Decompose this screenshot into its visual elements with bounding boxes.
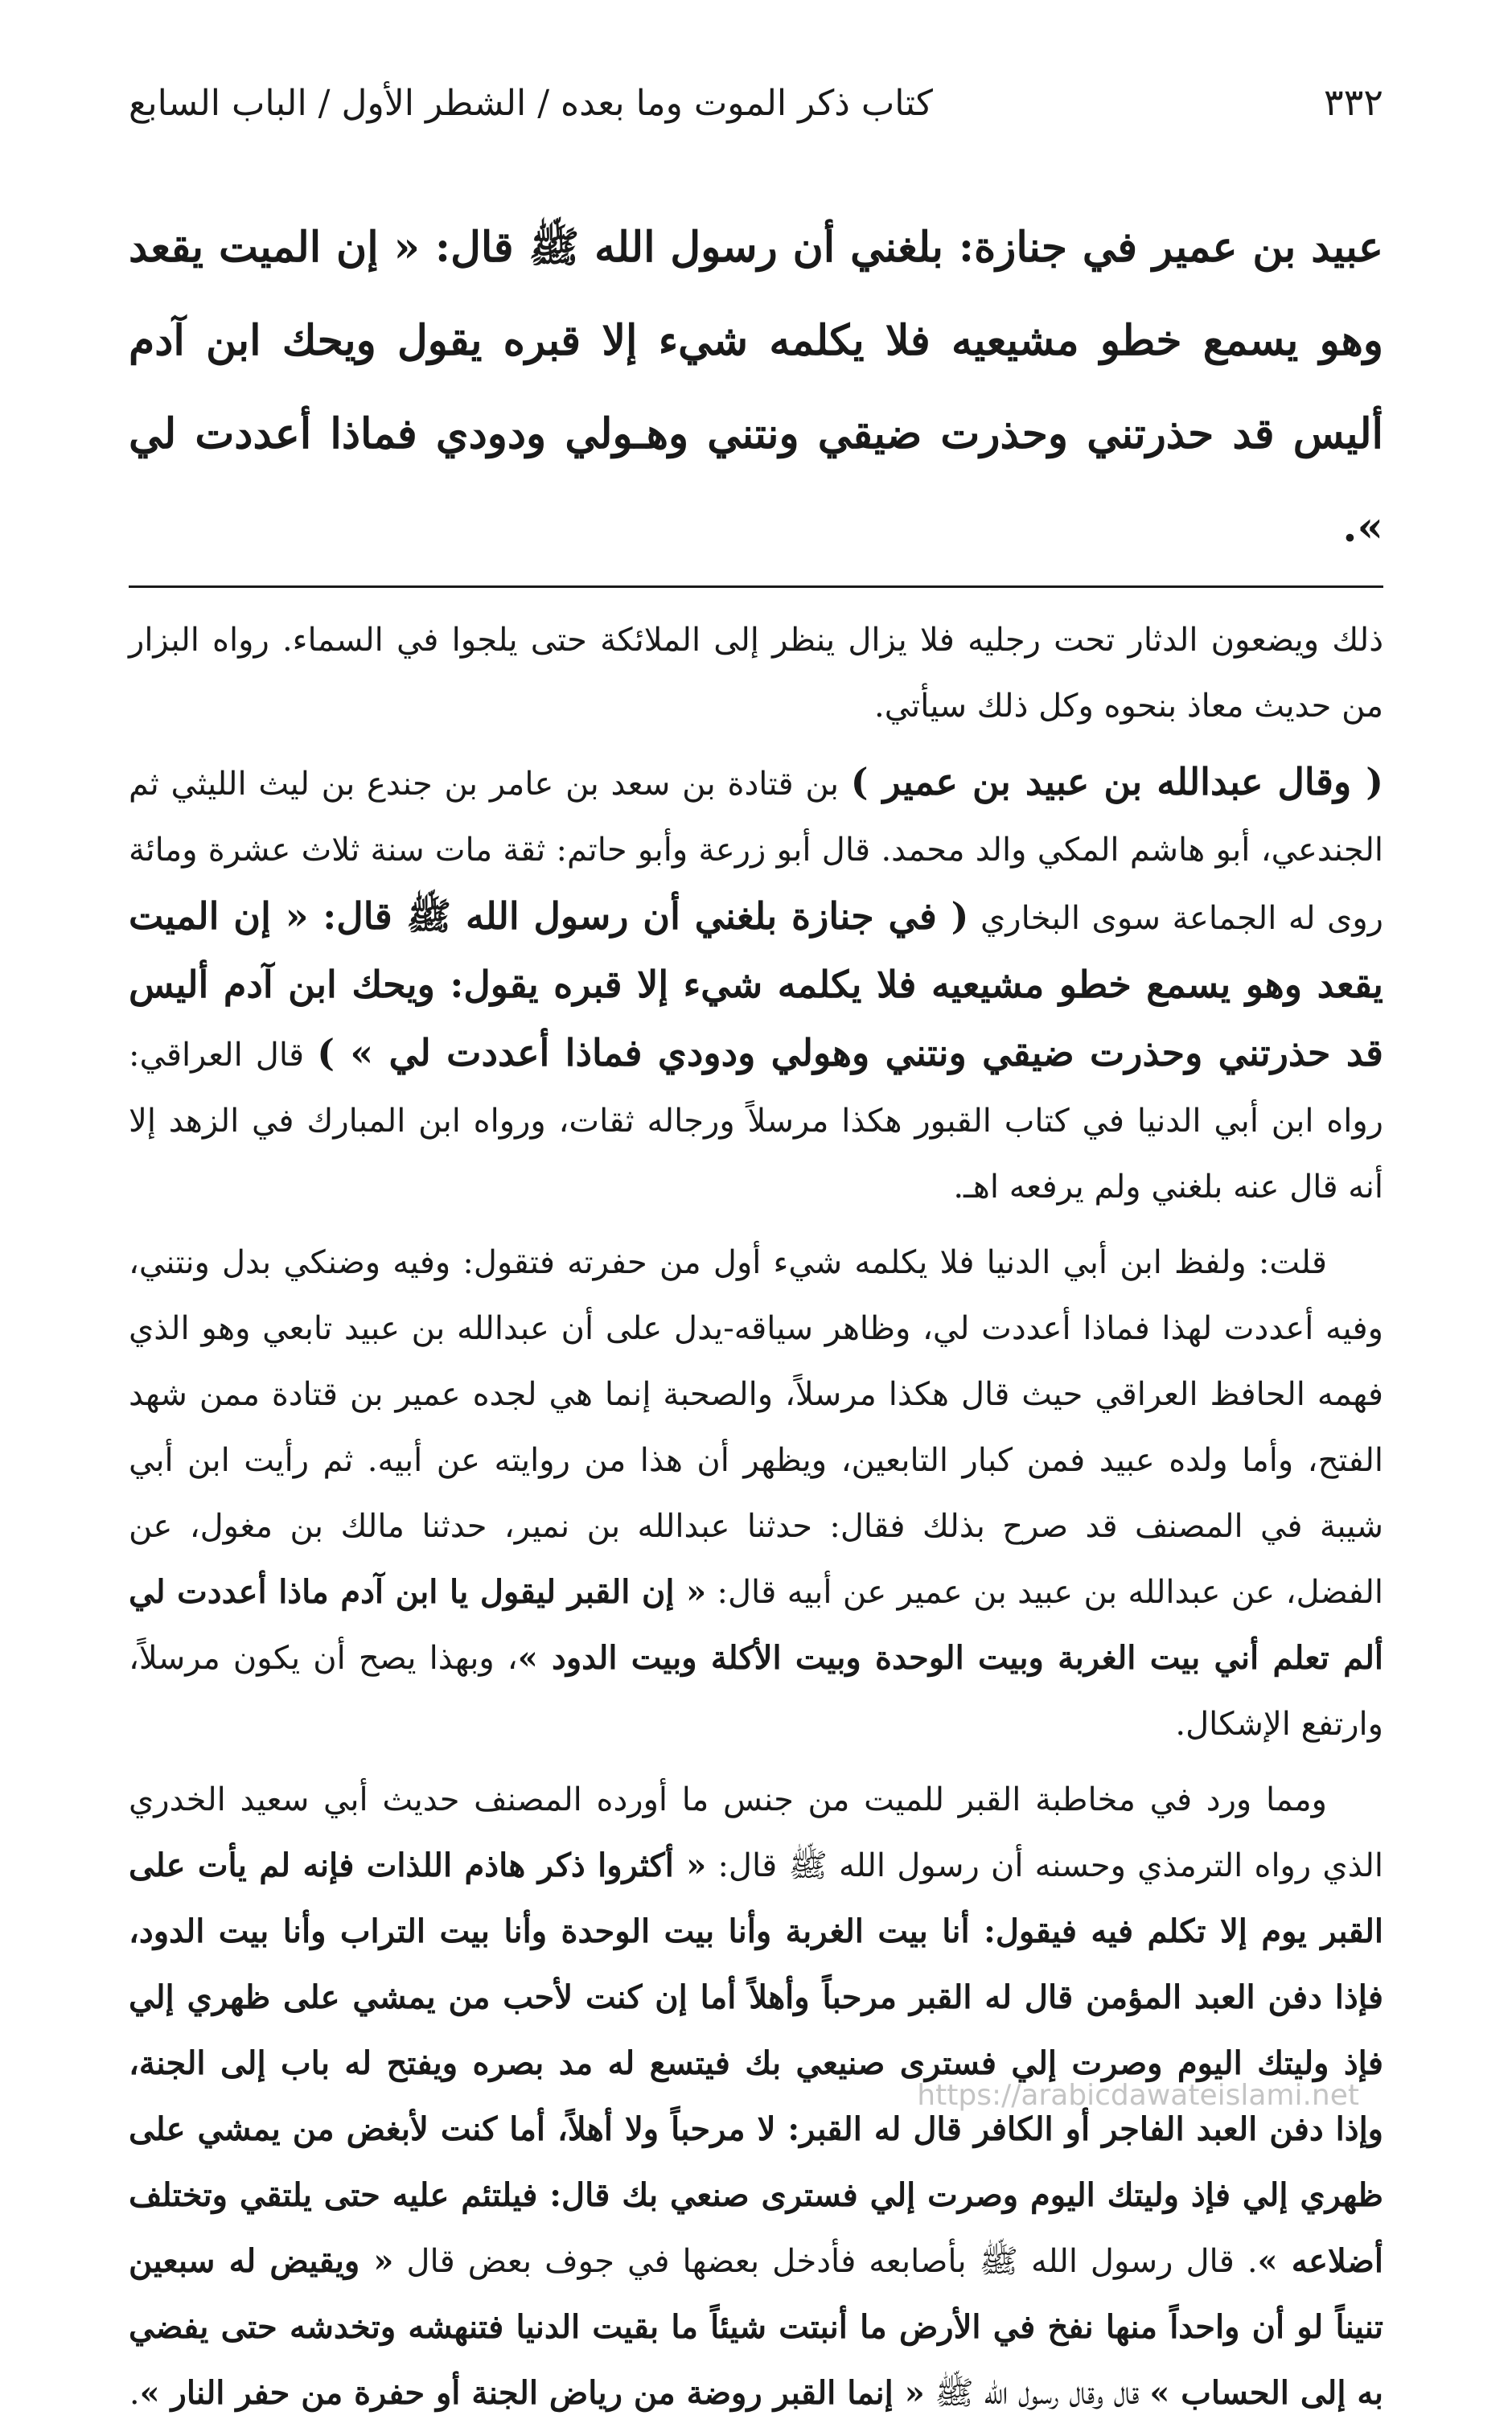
watermark-url: https://arabicdawateislami.net xyxy=(917,2079,1359,2112)
commentary xyxy=(129,607,1383,2426)
commentary-paragraph: ذلك ويضعون الدثار تحت رجليه فلا يزال ينظر إلى الملائكة حتى يلجوا في السماء. رواه البزار من حديث معاذ بنحوه وكل ذلك سيأتي. xyxy=(129,622,1384,725)
quoted-hadith: « ويقيض له سبعين تنيناً لو أن واحداً منها نفخ في الأرض ما أنبتت شيئاً ما بقيت الدنيا فتنهشه وتخدشه حتى يفضي به إلى الحساب » xyxy=(129,2242,1383,2412)
commentary-text: ، وبهذا يصح أن يكون مرسلاً، وارتفع الإشكال. xyxy=(129,1640,1383,1743)
commentary-text: بن قتادة بن سعد بن عامر بن جندع بن ليث الليثي ثم الجندعي، أبو هاشم المكي والد محمد. قال أبو زرعة وأبو حاتم: ثقة مات سنة ثلاث عشرة ومائة روى له الجماعة سوى البخاري xyxy=(129,766,1383,937)
quoted-hadith: « إن القبر ليقول يا ابن آدم ماذا أعددت لي ألم تعلم أني بيت الغربة وبيت الوحدة وبيت الأكلة وبيت الدود » xyxy=(129,1573,1383,1677)
quoted-heading: ( وقال عبدالله بن عبيد بن عمير ) xyxy=(850,760,1384,803)
commentary-paragraph xyxy=(129,1230,1383,1757)
commentary-text: . xyxy=(129,2375,140,2412)
divider-line xyxy=(129,585,1383,588)
quoted-hadith: « إنما القبر روضة من رياض الجنة أو حفرة من حفر النار » xyxy=(139,2374,925,2412)
page-header xyxy=(129,80,1383,169)
commentary-text: قلت: ولفظ ابن أبي الدنيا فلا يكلمه شيء أول من حفرته فتقول: وفيه وضنكي بدل ونتني، وفيه أعددت لهذا فماذا أعددت لي، وظاهر سياقه-يدل على أن عبدالله بن عبيد تابعي وهو الذي فهمه الحافظ العراقي حيث قال هكذا مرسلاً، والصحبة إنما هي لجده عمير بن قتادة ممن شهد الفتح، وأما ولده عبيد فمن كبار التابعين، ويظهر أن هذا من روايته عن أبيه. ثم رأيت ابن أبي شيبة في المصنف قد صرح بذلك فقال: حدثنا عبدالله بن نمير، حدثنا مالك بن مغول، عن الفضل، عن عبدالله بن عبيد بن عمير عن أبيه قال: xyxy=(129,1244,1383,1611)
quoted-hadith: ( في جنازة بلغني أن رسول الله ﷺ قال: « إن الميت يقعد وهو يسمع خطو مشيعيه فلا يكلمه شيء إلا قبره يقول: ويحك ابن آدم أليس قد حذرتني وحذرت ضيقي ونتني وهولي ودودي فماذا أعددت لي » ) xyxy=(129,894,1383,1074)
commentary-text: ومما ورد في مخاطبة القبر للميت من جنس ما أورده المصنف حديث أبي سعيد الخدري الذي رواه الترمذي وحسنه أن رسول الله ﷺ قال: xyxy=(129,1781,1383,1884)
page-number: ٣٣٢ xyxy=(1323,80,1383,124)
main-text: عبيد بن عمير في جنازة: بلغني أن رسول الله ﷺ قال: « إن الميت يقعد وهو يسمع خطو مشيعيه فلا يكلمه شيء إلا قبره يقول ويحك ابن آدم أليس قد حذرتني وحذرت ضيقي ونتني وهـولي ودودي فماذا أعددت لي ». xyxy=(129,223,1383,552)
running-title: كتاب ذكر الموت وما بعده / الشطر الأول / الباب السابع xyxy=(129,83,933,124)
commentary-text: قال وقال رسول الله ﷺ xyxy=(924,2375,1150,2412)
commentary-text: قال العراقي: رواه ابن أبي الدنيا في كتاب القبور هكذا مرسلاً ورجاله ثقات، ورواه ابن المبارك في الزهد إلا أنه قال عنه بلغني ولم يرفعه اهـ. xyxy=(129,1037,1383,1206)
quoted-hadith: « أكثروا ذكر هاذم اللذات فإنه لم يأت على القبر يوم إلا تكلم فيه فيقول: أنا بيت الغربة وأنا بيت الوحدة وأنا بيت التراب وأنا بيت الدود، فإذا دفن العبد المؤمن قال له القبر مرحباً وأهلاً أما إن كنت لأحب من يمشي على ظهري إلي فإذ وليتك اليوم وصرت إلي فسترى صنيعي بك فيتسع له مد بصره ويفتح له باب إلى الجنة، وإذا دفن العبد الفاجر أو الكافر قال له القبر: لا مرحباً ولا أهلاً، أما كنت لأبغض من يمشي على ظهري إلي فإذ وليتك اليوم وصرت إلي فسترى صنعي بك قال: فيلتئم عليه حتى يلتقي وتختلف أضلاعه » xyxy=(129,1847,1383,2280)
commentary-text: . قال رسول الله ﷺ بأصابعه فأدخل بعضها في جوف بعض قال xyxy=(393,2243,1258,2280)
commentary-paragraph xyxy=(129,749,1383,1220)
